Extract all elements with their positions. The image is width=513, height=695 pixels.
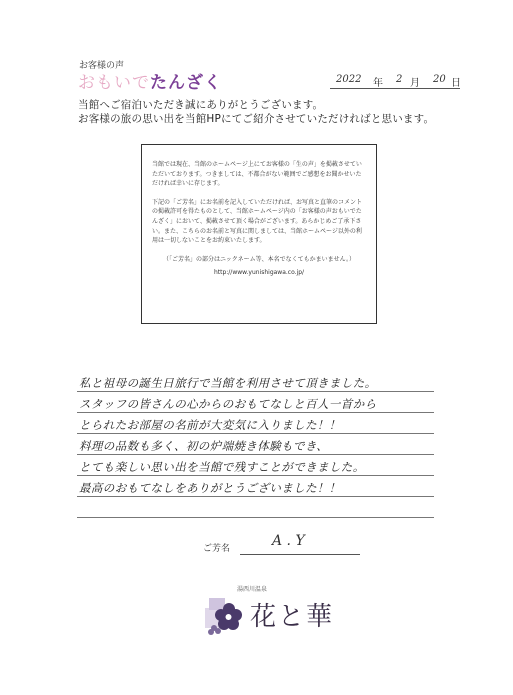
date-day-unit: 日 <box>451 78 461 89</box>
comment-line-2: スタッフの皆さんの心からのおもてなしと百人一首から <box>79 397 377 411</box>
ruled-line <box>77 391 434 392</box>
date-year: 2022 <box>336 74 362 85</box>
date-month-unit: 月 <box>410 78 420 89</box>
notice-note: （「ご芳名」の部分はニックネーム等、本名でなくてもかまいません。） <box>162 255 356 263</box>
title-part-2: たんざく <box>150 73 222 93</box>
ruled-line <box>77 454 434 455</box>
ruled-line <box>77 496 434 497</box>
signature-line <box>240 554 360 555</box>
signature-label: ご芳名 <box>203 544 231 554</box>
ruled-line <box>77 517 434 518</box>
ruled-line <box>77 412 434 413</box>
ruled-line <box>77 475 434 476</box>
voice-label: お客様の声 <box>79 61 125 71</box>
date-day: 20 <box>433 74 446 85</box>
comment-line-3: とられたお部屋の名前が大変気に入りました！！ <box>79 418 341 432</box>
comment-line-1: 私と祖母の誕生日旅行で当館を利用させて頂きました。 <box>79 376 377 390</box>
date-month: 2 <box>396 74 403 85</box>
ruled-line <box>77 433 434 434</box>
comment-line-6: 最高のおもてなしをありがとうございました！！ <box>79 481 341 495</box>
signature-value: A . Y <box>272 533 305 549</box>
intro-line-2: お客様の旅の思い出を当館HPにてご紹介させていただければと思います。 <box>78 113 435 125</box>
notice-url: http://www.yunishigawa.co.jp/ <box>213 269 305 277</box>
date-year-unit: 年 <box>373 78 383 89</box>
notice-box <box>141 144 377 324</box>
comment-line-5: とても楽しい思い出を当館で残すことができました。 <box>79 460 365 474</box>
notice-paragraph-2: 下記の「ご芳名」にお名前を記入していただければ、お写真と直筆のコメントの掲載許可を得たものとして、当館ホームページ内の「お客様の声おもいでたんざく」において、掲載させて頂く場合がございます。あらかじめご了承下さい。また、こちらのお名前と写真に関しましては、当館ホームページ以外の利用は一切しないことをお約束いたします。 <box>152 198 363 245</box>
intro-line-1: 当館へご宿泊いただき誠にありがとうございます。 <box>78 99 324 111</box>
logo-name: 花と華 <box>250 602 335 632</box>
date-field <box>330 74 460 89</box>
logo-tagline: 湯西川温泉 <box>237 586 268 593</box>
flower-logo-icon <box>205 594 247 636</box>
comment-line-4: 料理の品数も多く、初の炉端焼き体験もでき、 <box>79 439 329 453</box>
notice-paragraph-1: 当館では現在、当館のホームページ上にてお客様の「生の声」を掲載させていただいております。つきましては、不都合がない範囲でご感想をお聞かせいただければ幸いに存じます。 <box>152 161 362 188</box>
page-title <box>78 68 222 93</box>
title-part-1: おもいで <box>78 73 150 93</box>
